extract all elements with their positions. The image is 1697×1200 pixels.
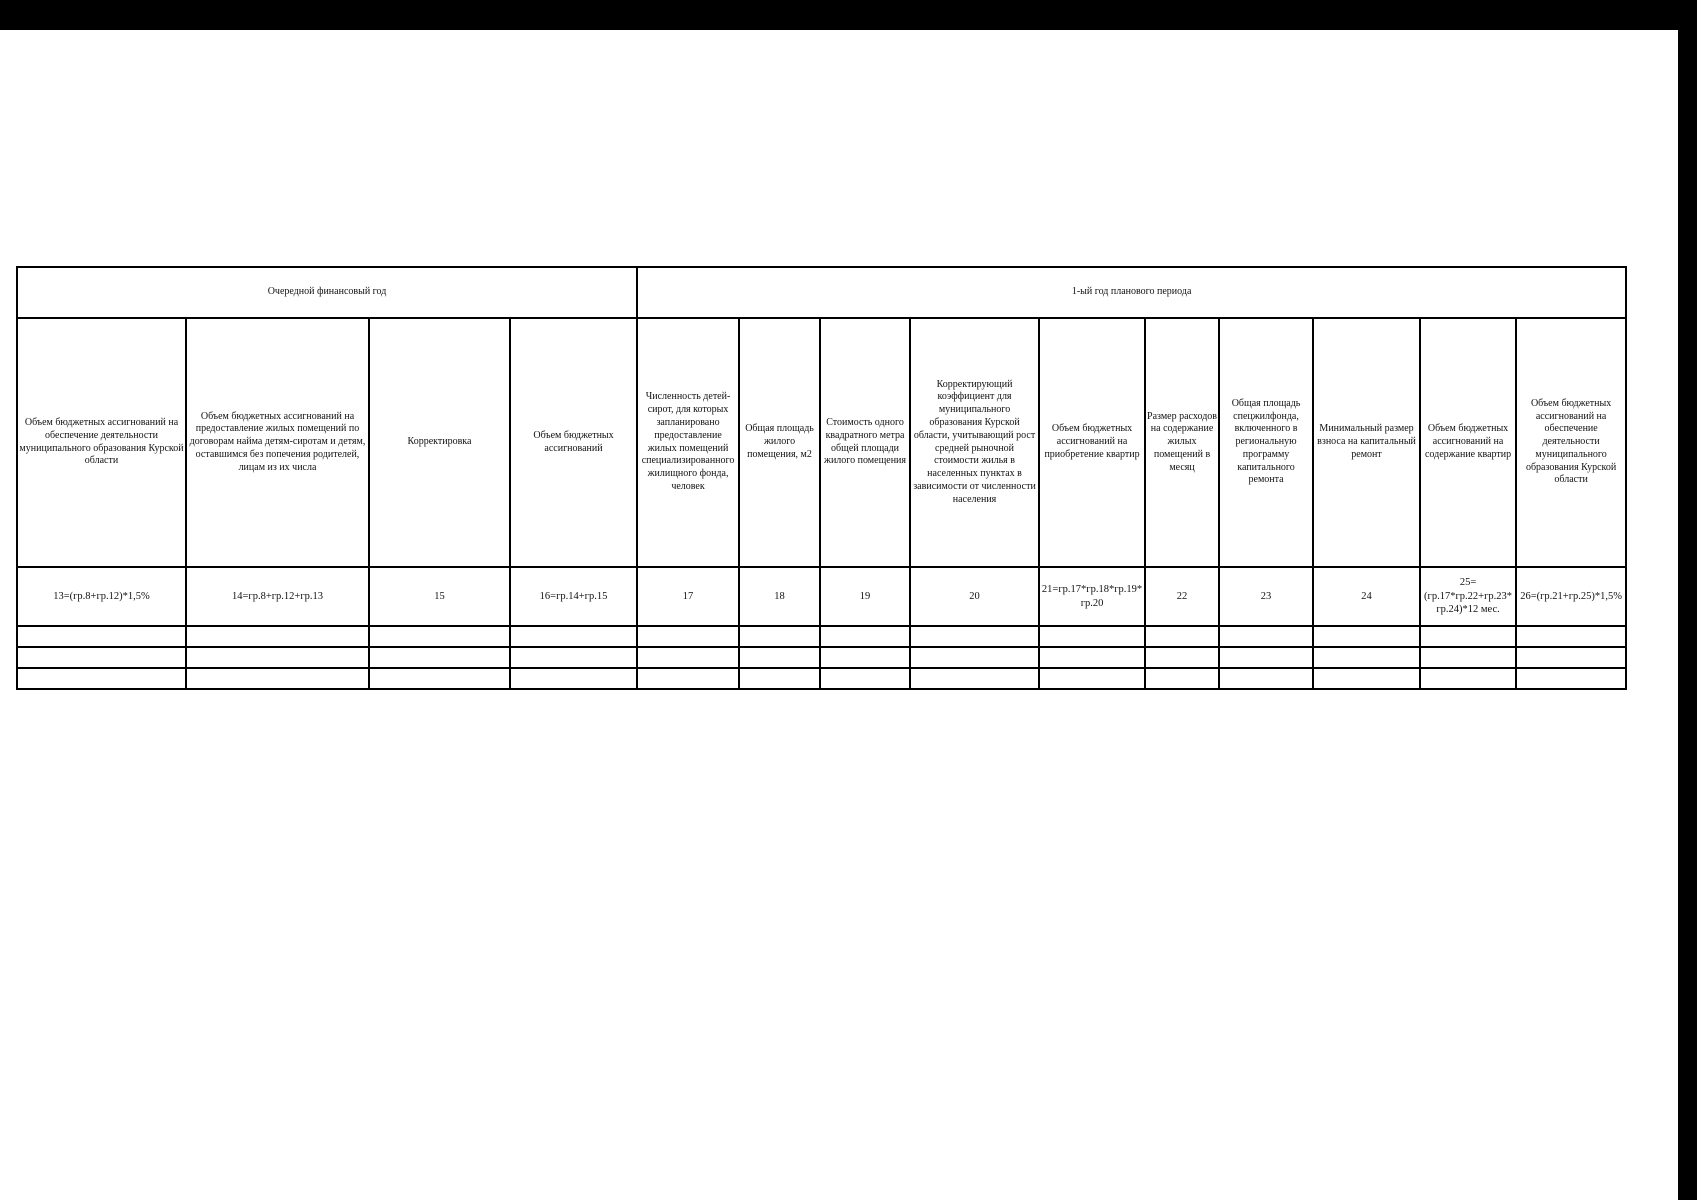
column-number-24: 24 [1313,567,1420,626]
column-number-20: 20 [910,567,1039,626]
scan-border-right [1678,0,1697,1200]
column-number-26: 26=(гр.21+гр.25)*1,5% [1516,567,1626,626]
empty-cell [510,668,637,689]
empty-cell [1420,647,1516,668]
column-header-26: Объем бюджетных ассигнований на обеспечение деятельности муниципального образования Курской области [1516,318,1626,567]
empty-cell [1420,668,1516,689]
empty-cell [1313,668,1420,689]
scan-border-top [0,0,1697,30]
empty-cell [1145,647,1219,668]
empty-cell [910,668,1039,689]
column-header-17: Численность детей-сирот, для которых запланировано предоставление жилых помещений специализированного жилищного фонда, человек [637,318,739,567]
empty-data-row [17,668,1626,689]
empty-cell [739,626,820,647]
column-header-13: Объем бюджетных ассигнований на обеспечение деятельности муниципального образования Курской области [17,318,186,567]
column-header-25: Объем бюджетных ассигнований на содержание квартир [1420,318,1516,567]
empty-cell [510,647,637,668]
empty-cell [1313,626,1420,647]
column-number-18: 18 [739,567,820,626]
empty-cell [1516,647,1626,668]
column-header-14: Объем бюджетных ассигнований на предоставление жилых помещений по договорам найма детям-сиротам и детям, оставшимся без попечения родителей, лицам из их числа [186,318,369,567]
column-number-23: 23 [1219,567,1313,626]
empty-cell [369,647,510,668]
empty-cell [369,668,510,689]
empty-cell [186,647,369,668]
empty-cell [910,647,1039,668]
empty-cell [1420,626,1516,647]
empty-cell [1039,647,1145,668]
column-header-24: Минимальный размер взноса на капитальный ремонт [1313,318,1420,567]
empty-cell [637,647,739,668]
empty-cell [820,668,910,689]
period-header-planning-year-1: 1-ый год планового периода [637,267,1626,318]
empty-cell [510,626,637,647]
empty-cell [637,626,739,647]
empty-cell [1145,626,1219,647]
empty-cell [1313,647,1420,668]
empty-cell [739,647,820,668]
column-header-row [17,318,1626,567]
empty-cell [910,626,1039,647]
column-number-row [17,567,1626,626]
column-header-16: Объем бюджетных ассигнований [510,318,637,567]
column-number-14: 14=гр.8+гр.12+гр.13 [186,567,369,626]
empty-cell [739,668,820,689]
column-number-16: 16=гр.14+гр.15 [510,567,637,626]
period-header-row [17,267,1626,318]
empty-cell [820,626,910,647]
column-number-25: 25=(гр.17*гр.22+гр.23*гр.24)*12 мес. [1420,567,1516,626]
empty-cell [1219,626,1313,647]
column-number-13: 13=(гр.8+гр.12)*1,5% [17,567,186,626]
column-header-18: Общая площадь жилого помещения, м2 [739,318,820,567]
column-number-22: 22 [1145,567,1219,626]
empty-data-row [17,626,1626,647]
empty-cell [186,668,369,689]
column-header-21: Объем бюджетных ассигнований на приобретение квартир [1039,318,1145,567]
column-header-23: Общая площадь спецжилфонда, включенного в региональную программу капитального ремонта [1219,318,1313,567]
empty-cell [1219,668,1313,689]
budget-calculation-table [16,266,1627,690]
column-header-15: Корректировка [369,318,510,567]
empty-cell [1145,668,1219,689]
empty-cell [1516,668,1626,689]
column-header-22: Размер расходов на содержание жилых помещений в месяц [1145,318,1219,567]
column-header-20: Корректирующий коэффициент для муниципального образования Курской области, учитывающий рост средней рыночной стоимости жилья в населенных пунктах в зависимости от численности населения [910,318,1039,567]
empty-cell [369,626,510,647]
empty-cell [17,647,186,668]
empty-data-row [17,647,1626,668]
column-number-17: 17 [637,567,739,626]
empty-cell [186,626,369,647]
column-number-21: 21=гр.17*гр.18*гр.19*гр.20 [1039,567,1145,626]
empty-cell [1039,668,1145,689]
empty-cell [1219,647,1313,668]
empty-cell [820,647,910,668]
empty-cell [1516,626,1626,647]
column-number-19: 19 [820,567,910,626]
period-header-current-year: Очередной финансовый год [17,267,637,318]
column-number-15: 15 [369,567,510,626]
empty-cell [17,626,186,647]
empty-cell [17,668,186,689]
empty-cell [637,668,739,689]
column-header-19: Стоимость одного квадратного метра общей площади жилого помещения [820,318,910,567]
empty-cell [1039,626,1145,647]
